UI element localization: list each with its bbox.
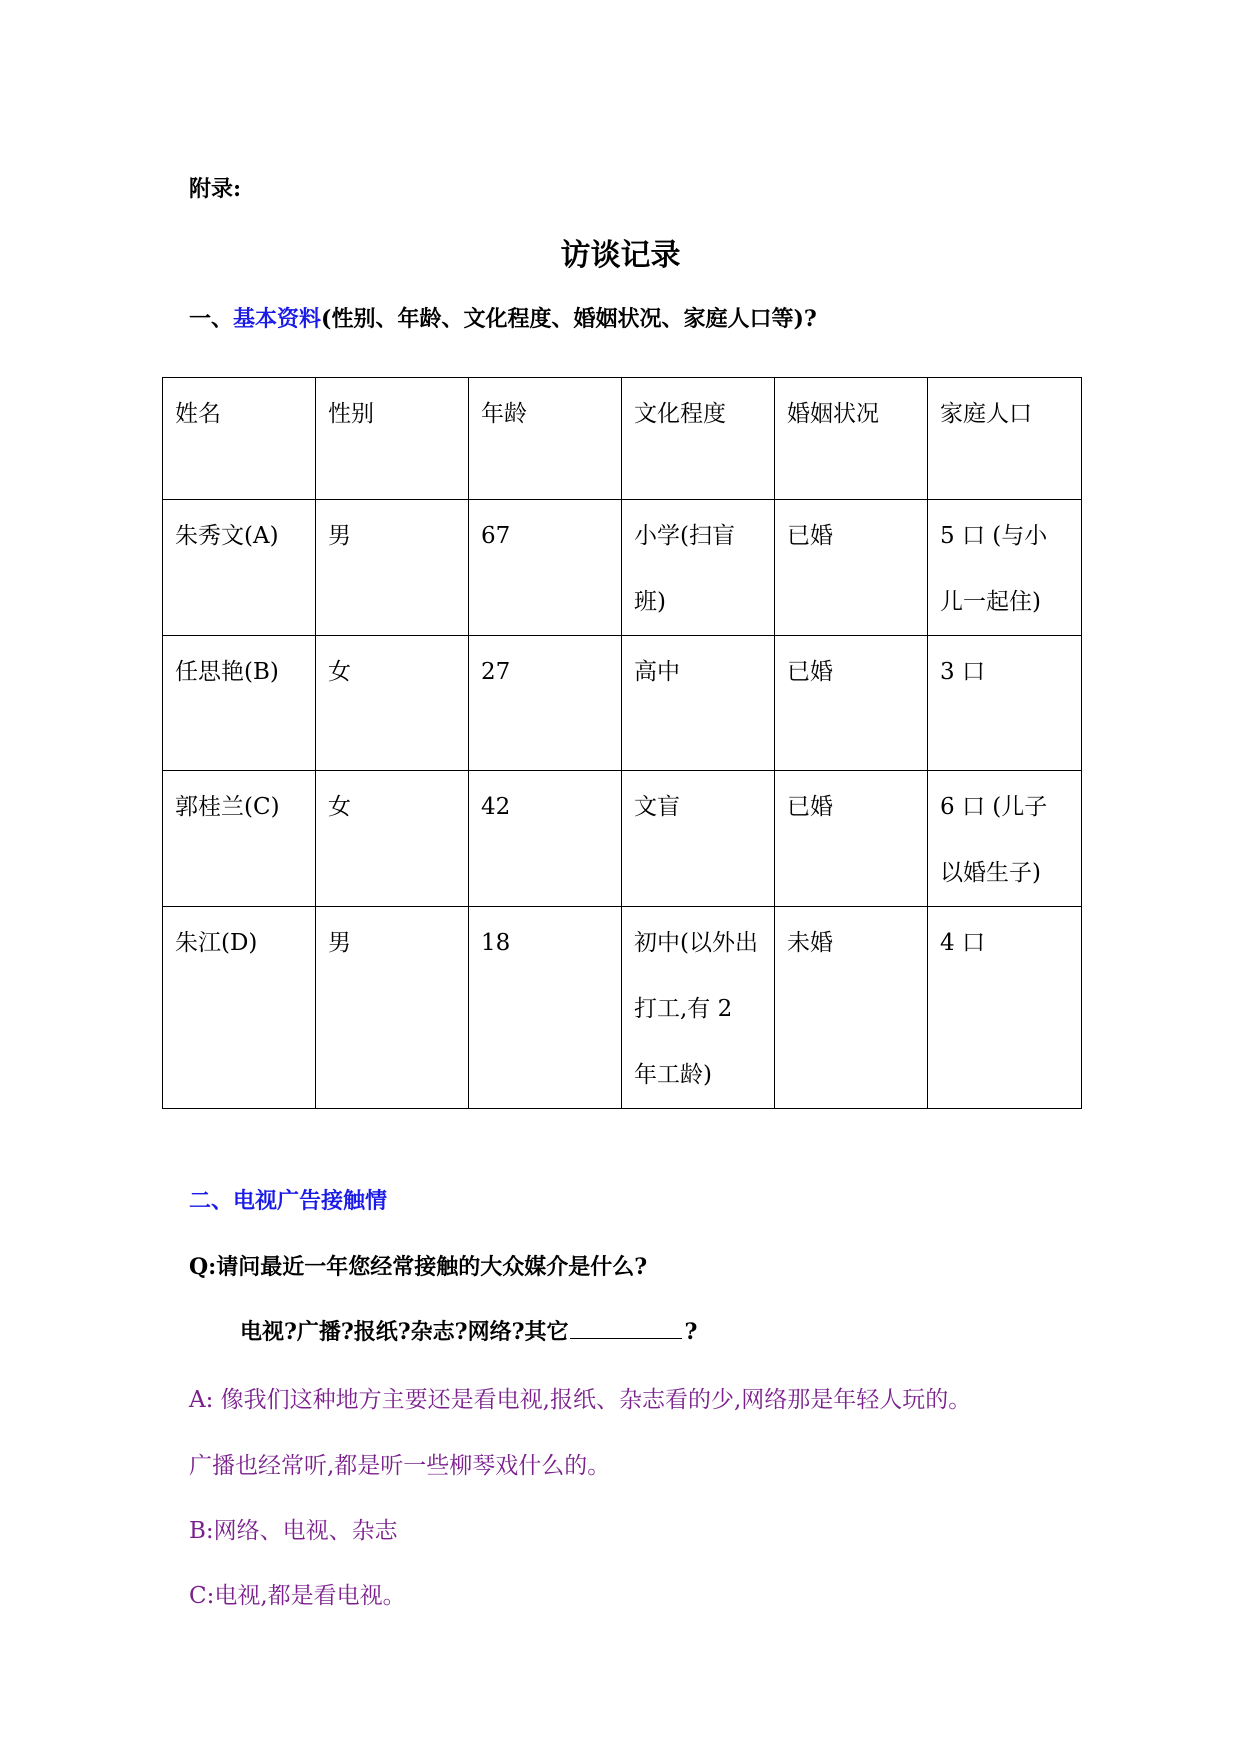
section1-heading [189, 302, 817, 333]
table-header-cell: 文化程度 [622, 378, 775, 500]
table-cell: 男 [316, 907, 469, 1109]
fill-in-blank [570, 1318, 682, 1339]
table-cell: 27 [469, 636, 622, 771]
table-row [163, 771, 1082, 907]
table-row [163, 636, 1082, 771]
table-cell: 任思艳(B) [163, 636, 316, 771]
answer-a-line2: 广播也经常听,都是听一些柳琴戏什么的。 [189, 1453, 611, 1479]
question-line: Q:请问最近一年您经常接触的大众媒介是什么? [189, 1254, 648, 1280]
table-cell: 67 [469, 500, 622, 636]
answer-c: C:电视,都是看电视。 [189, 1583, 406, 1609]
question-options: 电视?广播?报纸?杂志?网络?其它 [240, 1319, 569, 1345]
table-cell: 3 口 [928, 636, 1082, 771]
table-cell: 已婚 [775, 771, 928, 907]
answer-b: B:网络、电视、杂志 [189, 1518, 398, 1544]
table-header-cell: 姓名 [163, 378, 316, 500]
table-cell: 小学(扫盲班) [622, 500, 775, 636]
table-cell: 女 [316, 771, 469, 907]
table-header-cell: 年龄 [469, 378, 622, 500]
table-cell: 18 [469, 907, 622, 1109]
table-row [163, 907, 1082, 1109]
table-cell: 6 口 (儿子以婚生子) [928, 771, 1082, 907]
table-cell: 朱江(D) [163, 907, 316, 1109]
basic-info-table [162, 377, 1082, 1109]
section1-prefix: 一、 [189, 306, 234, 332]
table-cell: 未婚 [775, 907, 928, 1109]
table-row [163, 500, 1082, 636]
table-cell: 男 [316, 500, 469, 636]
table-header-cell: 家庭人口 [928, 378, 1082, 500]
table-header-row [163, 378, 1082, 500]
table-cell: 高中 [622, 636, 775, 771]
table-cell: 42 [469, 771, 622, 907]
table-cell: 4 口 [928, 907, 1082, 1109]
table-cell: 朱秀文(A) [163, 500, 316, 636]
document-title: 访谈记录 [560, 238, 681, 273]
appendix-label: 附录: [189, 176, 242, 202]
question-end-mark: ? [684, 1319, 698, 1345]
section1-heading-rest: (性别、年龄、文化程度、婚姻状况、家庭人口等)? [321, 306, 817, 332]
table-cell: 已婚 [775, 500, 928, 636]
table-cell: 文盲 [622, 771, 775, 907]
section1-heading-highlight: 基本资料 [233, 306, 322, 332]
question-options-line [240, 1315, 697, 1346]
table-cell: 女 [316, 636, 469, 771]
table-header-cell: 性别 [316, 378, 469, 500]
table-header-cell: 婚姻状况 [775, 378, 928, 500]
table-cell: 已婚 [775, 636, 928, 771]
table-cell: 郭桂兰(C) [163, 771, 316, 907]
section2-heading: 二、电视广告接触情 [189, 1188, 388, 1214]
answer-a-line1: A: 像我们这种地方主要还是看电视,报纸、杂志看的少,网络那是年轻人玩的。 [189, 1387, 972, 1413]
table-cell: 初中(以外出打工,有 2 年工龄) [622, 907, 775, 1109]
table-cell: 5 口 (与小儿一起住) [928, 500, 1082, 636]
